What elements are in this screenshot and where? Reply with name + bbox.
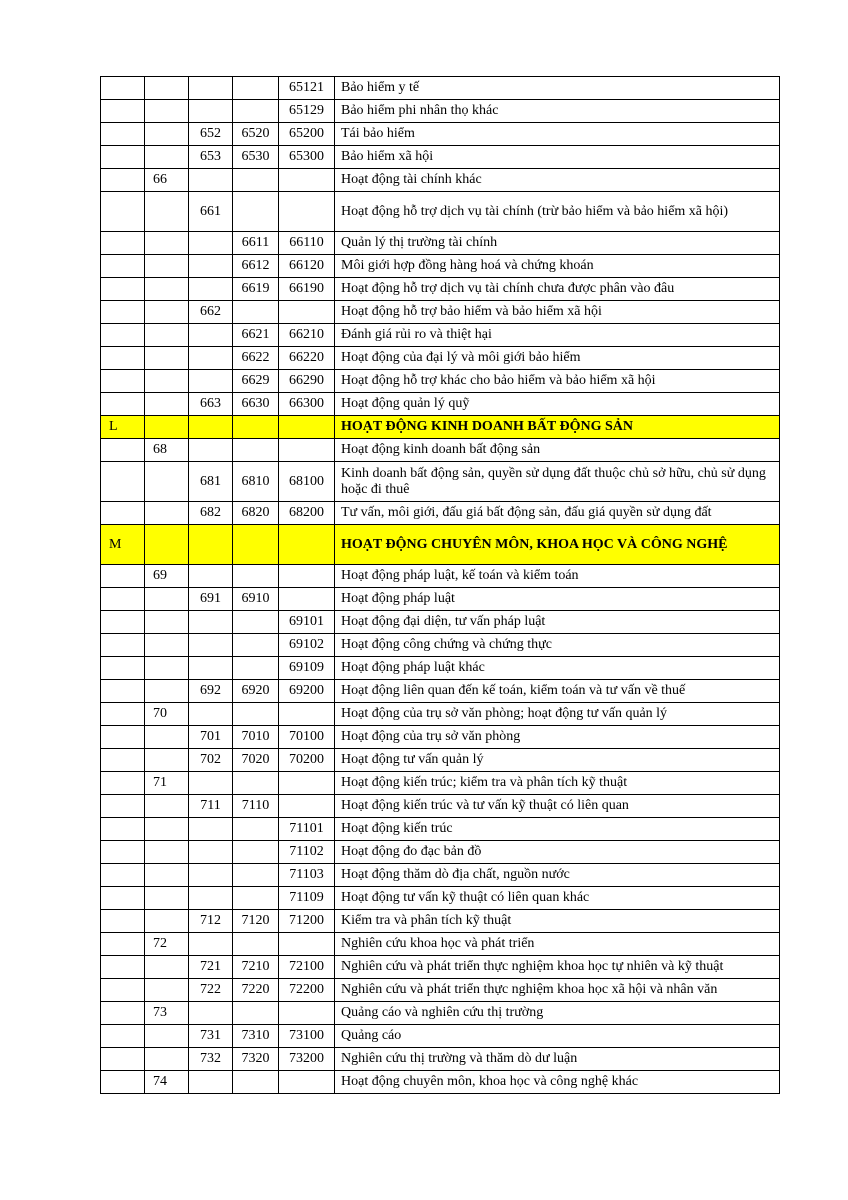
subclass-code-cell: 71102 — [279, 841, 335, 864]
table-row — [101, 1048, 780, 1071]
division-code-cell — [145, 232, 189, 255]
table-row — [101, 749, 780, 772]
table-body — [101, 77, 780, 1094]
section-code-cell — [101, 611, 145, 634]
division-code-cell — [145, 726, 189, 749]
section-code-cell — [101, 565, 145, 588]
class-code-cell — [233, 439, 279, 462]
subclass-code-cell: 66290 — [279, 370, 335, 393]
division-code-cell — [145, 77, 189, 100]
class-code-cell — [233, 634, 279, 657]
subclass-code-cell — [279, 1002, 335, 1025]
activity-name-cell: Môi giới hợp đồng hàng hoá và chứng khoán — [335, 255, 780, 278]
section-code-cell — [101, 818, 145, 841]
class-code-cell: 6520 — [233, 123, 279, 146]
section-code-cell — [101, 887, 145, 910]
class-code-cell — [233, 565, 279, 588]
division-code-cell — [145, 657, 189, 680]
table-row — [101, 439, 780, 462]
class-code-cell: 6629 — [233, 370, 279, 393]
class-code-cell — [233, 841, 279, 864]
group-code-cell — [189, 864, 233, 887]
division-code-cell — [145, 841, 189, 864]
subclass-code-cell: 69101 — [279, 611, 335, 634]
class-code-cell: 6619 — [233, 278, 279, 301]
table-row — [101, 910, 780, 933]
class-code-cell — [233, 1002, 279, 1025]
class-code-cell — [233, 301, 279, 324]
group-code-cell — [189, 887, 233, 910]
class-code-cell: 7010 — [233, 726, 279, 749]
class-code-cell — [233, 100, 279, 123]
division-code-cell — [145, 192, 189, 232]
section-code-cell — [101, 933, 145, 956]
division-code-cell — [145, 370, 189, 393]
subclass-code-cell: 70100 — [279, 726, 335, 749]
group-code-cell: 681 — [189, 462, 233, 502]
class-code-cell: 7110 — [233, 795, 279, 818]
activity-name-cell: Nghiên cứu và phát triển thực nghiệm khoa học xã hội và nhân văn — [335, 979, 780, 1002]
table-row — [101, 1025, 780, 1048]
subclass-code-cell — [279, 439, 335, 462]
group-code-cell — [189, 933, 233, 956]
class-code-cell — [233, 772, 279, 795]
subclass-code-cell — [279, 416, 335, 439]
subclass-code-cell: 71101 — [279, 818, 335, 841]
table-row — [101, 301, 780, 324]
section-code-cell: L — [101, 416, 145, 439]
division-code-cell — [145, 1048, 189, 1071]
section-code-cell — [101, 588, 145, 611]
subclass-code-cell: 65300 — [279, 146, 335, 169]
section-code-cell — [101, 1048, 145, 1071]
group-code-cell: 722 — [189, 979, 233, 1002]
division-code-cell — [145, 588, 189, 611]
division-code-cell: 66 — [145, 169, 189, 192]
division-code-cell: 68 — [145, 439, 189, 462]
section-code-cell — [101, 502, 145, 525]
section-code-cell — [101, 393, 145, 416]
table-row — [101, 703, 780, 726]
group-code-cell — [189, 525, 233, 565]
class-code-cell: 7210 — [233, 956, 279, 979]
section-code-cell — [101, 278, 145, 301]
table-row — [101, 611, 780, 634]
activity-name-cell: Đánh giá rủi ro và thiệt hại — [335, 324, 780, 347]
section-code-cell — [101, 192, 145, 232]
activity-name-cell: Nghiên cứu khoa học và phát triển — [335, 933, 780, 956]
class-code-cell: 6612 — [233, 255, 279, 278]
table-row — [101, 565, 780, 588]
section-code-cell — [101, 232, 145, 255]
table-row — [101, 979, 780, 1002]
table-row — [101, 100, 780, 123]
class-code-cell: 6630 — [233, 393, 279, 416]
division-code-cell — [145, 146, 189, 169]
activity-name-cell: Hoạt động của trụ sở văn phòng — [335, 726, 780, 749]
section-code-cell — [101, 657, 145, 680]
subclass-code-cell — [279, 565, 335, 588]
group-code-cell: 652 — [189, 123, 233, 146]
group-code-cell — [189, 255, 233, 278]
division-code-cell — [145, 278, 189, 301]
class-code-cell: 7220 — [233, 979, 279, 1002]
group-code-cell: 662 — [189, 301, 233, 324]
division-code-cell — [145, 525, 189, 565]
industry-code-table — [100, 76, 780, 1094]
division-code-cell — [145, 611, 189, 634]
subclass-code-cell: 69109 — [279, 657, 335, 680]
section-code-cell — [101, 841, 145, 864]
class-code-cell — [233, 169, 279, 192]
table-row — [101, 657, 780, 680]
section-code-cell — [101, 100, 145, 123]
section-code-cell — [101, 370, 145, 393]
activity-name-cell: Hoạt động tư vấn quản lý — [335, 749, 780, 772]
class-code-cell — [233, 77, 279, 100]
activity-name-cell: Hoạt động hỗ trợ khác cho bảo hiểm và bảo hiểm xã hội — [335, 370, 780, 393]
activity-name-cell: Tư vấn, môi giới, đấu giá bất động sản, đấu giá quyền sử dụng đất — [335, 502, 780, 525]
group-code-cell: 691 — [189, 588, 233, 611]
group-code-cell: 731 — [189, 1025, 233, 1048]
activity-name-cell: Quảng cáo — [335, 1025, 780, 1048]
class-code-cell — [233, 887, 279, 910]
subclass-code-cell: 66190 — [279, 278, 335, 301]
subclass-code-cell: 73100 — [279, 1025, 335, 1048]
class-code-cell — [233, 933, 279, 956]
subclass-code-cell: 66210 — [279, 324, 335, 347]
subclass-code-cell — [279, 933, 335, 956]
subclass-code-cell — [279, 1071, 335, 1094]
section-code-cell — [101, 795, 145, 818]
subclass-code-cell: 71200 — [279, 910, 335, 933]
group-code-cell: 653 — [189, 146, 233, 169]
division-code-cell — [145, 347, 189, 370]
group-code-cell: 711 — [189, 795, 233, 818]
activity-name-cell: Hoạt động hỗ trợ dịch vụ tài chính (trừ bảo hiểm và bảo hiểm xã hội) — [335, 192, 780, 232]
division-code-cell — [145, 1025, 189, 1048]
table-row — [101, 393, 780, 416]
activity-name-cell: Nghiên cứu thị trường và thăm dò dư luận — [335, 1048, 780, 1071]
group-code-cell — [189, 657, 233, 680]
subclass-code-cell: 72200 — [279, 979, 335, 1002]
activity-name-cell: Hoạt động tài chính khác — [335, 169, 780, 192]
section-header-row — [101, 416, 780, 439]
class-code-cell — [233, 864, 279, 887]
class-code-cell: 6611 — [233, 232, 279, 255]
class-code-cell — [233, 1071, 279, 1094]
activity-name-cell: Bảo hiểm y tế — [335, 77, 780, 100]
subclass-code-cell — [279, 301, 335, 324]
activity-name-cell: Hoạt động của đại lý và môi giới bảo hiểm — [335, 347, 780, 370]
section-code-cell — [101, 726, 145, 749]
subclass-code-cell: 68200 — [279, 502, 335, 525]
class-code-cell — [233, 416, 279, 439]
division-code-cell — [145, 324, 189, 347]
group-code-cell — [189, 370, 233, 393]
subclass-code-cell — [279, 772, 335, 795]
table-row — [101, 841, 780, 864]
class-code-cell: 7020 — [233, 749, 279, 772]
group-code-cell — [189, 703, 233, 726]
activity-name-cell: Quảng cáo và nghiên cứu thị trường — [335, 1002, 780, 1025]
group-code-cell — [189, 232, 233, 255]
class-code-cell: 6910 — [233, 588, 279, 611]
activity-name-cell: Hoạt động quản lý quỹ — [335, 393, 780, 416]
division-code-cell — [145, 123, 189, 146]
group-code-cell — [189, 416, 233, 439]
class-code-cell: 7120 — [233, 910, 279, 933]
class-code-cell — [233, 611, 279, 634]
subclass-code-cell: 73200 — [279, 1048, 335, 1071]
section-code-cell — [101, 301, 145, 324]
subclass-code-cell: 68100 — [279, 462, 335, 502]
table-row — [101, 324, 780, 347]
activity-name-cell: HOẠT ĐỘNG CHUYÊN MÔN, KHOA HỌC VÀ CÔNG NGHỆ — [335, 525, 780, 565]
division-code-cell — [145, 634, 189, 657]
activity-name-cell: Hoạt động kiến trúc và tư vấn kỹ thuật có liên quan — [335, 795, 780, 818]
group-code-cell: 701 — [189, 726, 233, 749]
table-row — [101, 772, 780, 795]
group-code-cell — [189, 278, 233, 301]
group-code-cell: 661 — [189, 192, 233, 232]
subclass-code-cell: 69102 — [279, 634, 335, 657]
subclass-code-cell: 66110 — [279, 232, 335, 255]
activity-name-cell: HOẠT ĐỘNG KINH DOANH BẤT ĐỘNG SẢN — [335, 416, 780, 439]
division-code-cell: 72 — [145, 933, 189, 956]
subclass-code-cell: 66300 — [279, 393, 335, 416]
group-code-cell — [189, 772, 233, 795]
table-row — [101, 634, 780, 657]
subclass-code-cell: 65129 — [279, 100, 335, 123]
activity-name-cell: Tái bảo hiểm — [335, 123, 780, 146]
division-code-cell — [145, 462, 189, 502]
activity-name-cell: Quản lý thị trường tài chính — [335, 232, 780, 255]
division-code-cell — [145, 818, 189, 841]
subclass-code-cell — [279, 192, 335, 232]
table-row — [101, 370, 780, 393]
table-row — [101, 795, 780, 818]
group-code-cell: 702 — [189, 749, 233, 772]
activity-name-cell: Hoạt động liên quan đến kế toán, kiểm toán và tư vấn về thuế — [335, 680, 780, 703]
table-row — [101, 588, 780, 611]
table-row — [101, 726, 780, 749]
subclass-code-cell: 71103 — [279, 864, 335, 887]
class-code-cell: 7320 — [233, 1048, 279, 1071]
table-row — [101, 1002, 780, 1025]
activity-name-cell: Nghiên cứu và phát triển thực nghiệm khoa học tự nhiên và kỹ thuật — [335, 956, 780, 979]
group-code-cell — [189, 1002, 233, 1025]
table-row — [101, 255, 780, 278]
section-code-cell — [101, 77, 145, 100]
group-code-cell: 712 — [189, 910, 233, 933]
subclass-code-cell: 69200 — [279, 680, 335, 703]
group-code-cell — [189, 634, 233, 657]
subclass-code-cell: 66120 — [279, 255, 335, 278]
division-code-cell — [145, 393, 189, 416]
table-row — [101, 192, 780, 232]
subclass-code-cell — [279, 703, 335, 726]
table-row — [101, 278, 780, 301]
group-code-cell — [189, 100, 233, 123]
section-code-cell — [101, 1002, 145, 1025]
section-code-cell — [101, 462, 145, 502]
division-code-cell — [145, 910, 189, 933]
class-code-cell: 6820 — [233, 502, 279, 525]
section-code-cell — [101, 864, 145, 887]
group-code-cell — [189, 818, 233, 841]
section-code-cell — [101, 910, 145, 933]
subclass-code-cell: 71109 — [279, 887, 335, 910]
section-code-cell — [101, 1025, 145, 1048]
section-code-cell — [101, 749, 145, 772]
activity-name-cell: Hoạt động tư vấn kỹ thuật có liên quan khác — [335, 887, 780, 910]
activity-name-cell: Hoạt động công chứng và chứng thực — [335, 634, 780, 657]
subclass-code-cell: 70200 — [279, 749, 335, 772]
class-code-cell: 6810 — [233, 462, 279, 502]
division-code-cell — [145, 255, 189, 278]
subclass-code-cell — [279, 525, 335, 565]
activity-name-cell: Hoạt động kiến trúc; kiểm tra và phân tích kỹ thuật — [335, 772, 780, 795]
division-code-cell — [145, 100, 189, 123]
class-code-cell — [233, 657, 279, 680]
division-code-cell — [145, 680, 189, 703]
section-code-cell — [101, 169, 145, 192]
subclass-code-cell: 65121 — [279, 77, 335, 100]
division-code-cell: 73 — [145, 1002, 189, 1025]
subclass-code-cell — [279, 169, 335, 192]
activity-name-cell: Bảo hiểm phi nhân thọ khác — [335, 100, 780, 123]
group-code-cell — [189, 324, 233, 347]
section-code-cell — [101, 123, 145, 146]
section-code-cell — [101, 680, 145, 703]
class-code-cell: 6622 — [233, 347, 279, 370]
activity-name-cell: Hoạt động hỗ trợ dịch vụ tài chính chưa được phân vào đâu — [335, 278, 780, 301]
division-code-cell — [145, 301, 189, 324]
activity-name-cell: Bảo hiểm xã hội — [335, 146, 780, 169]
section-code-cell — [101, 1071, 145, 1094]
group-code-cell — [189, 611, 233, 634]
division-code-cell — [145, 502, 189, 525]
section-code-cell: M — [101, 525, 145, 565]
activity-name-cell: Hoạt động kinh doanh bất động sản — [335, 439, 780, 462]
division-code-cell — [145, 979, 189, 1002]
group-code-cell — [189, 77, 233, 100]
section-code-cell — [101, 324, 145, 347]
table-row — [101, 232, 780, 255]
class-code-cell — [233, 818, 279, 841]
section-code-cell — [101, 439, 145, 462]
table-row — [101, 462, 780, 502]
group-code-cell — [189, 1071, 233, 1094]
section-code-cell — [101, 634, 145, 657]
group-code-cell — [189, 169, 233, 192]
activity-name-cell: Hoạt động pháp luật, kế toán và kiểm toán — [335, 565, 780, 588]
activity-name-cell: Hoạt động đo đạc bản đồ — [335, 841, 780, 864]
table-row — [101, 1071, 780, 1094]
class-code-cell — [233, 525, 279, 565]
table-row — [101, 123, 780, 146]
table-row — [101, 347, 780, 370]
division-code-cell — [145, 416, 189, 439]
activity-name-cell: Hoạt động pháp luật — [335, 588, 780, 611]
division-code-cell — [145, 887, 189, 910]
section-code-cell — [101, 146, 145, 169]
table-row — [101, 864, 780, 887]
subclass-code-cell: 65200 — [279, 123, 335, 146]
class-code-cell: 6621 — [233, 324, 279, 347]
division-code-cell — [145, 795, 189, 818]
section-code-cell — [101, 347, 145, 370]
group-code-cell — [189, 565, 233, 588]
division-code-cell: 70 — [145, 703, 189, 726]
activity-name-cell: Hoạt động thăm dò địa chất, nguồn nước — [335, 864, 780, 887]
group-code-cell — [189, 347, 233, 370]
group-code-cell: 663 — [189, 393, 233, 416]
table-row — [101, 818, 780, 841]
group-code-cell — [189, 439, 233, 462]
activity-name-cell: Hoạt động kiến trúc — [335, 818, 780, 841]
table-row — [101, 146, 780, 169]
subclass-code-cell: 72100 — [279, 956, 335, 979]
class-code-cell: 7310 — [233, 1025, 279, 1048]
activity-name-cell: Kiểm tra và phân tích kỹ thuật — [335, 910, 780, 933]
class-code-cell: 6530 — [233, 146, 279, 169]
division-code-cell — [145, 864, 189, 887]
class-code-cell — [233, 192, 279, 232]
table-row — [101, 956, 780, 979]
subclass-code-cell: 66220 — [279, 347, 335, 370]
group-code-cell: 692 — [189, 680, 233, 703]
table-row — [101, 77, 780, 100]
group-code-cell: 682 — [189, 502, 233, 525]
subclass-code-cell — [279, 795, 335, 818]
class-code-cell: 6920 — [233, 680, 279, 703]
section-code-cell — [101, 255, 145, 278]
division-code-cell: 69 — [145, 565, 189, 588]
table-row — [101, 502, 780, 525]
table-row — [101, 680, 780, 703]
table-row — [101, 169, 780, 192]
group-code-cell: 732 — [189, 1048, 233, 1071]
group-code-cell — [189, 841, 233, 864]
division-code-cell — [145, 749, 189, 772]
section-code-cell — [101, 956, 145, 979]
activity-name-cell: Hoạt động đại diện, tư vấn pháp luật — [335, 611, 780, 634]
activity-name-cell: Kinh doanh bất động sản, quyền sử dụng đất thuộc chủ sở hữu, chủ sử dụng hoặc đi thuê — [335, 462, 780, 502]
activity-name-cell: Hoạt động hỗ trợ bảo hiểm và bảo hiểm xã hội — [335, 301, 780, 324]
section-code-cell — [101, 703, 145, 726]
section-header-row — [101, 525, 780, 565]
section-code-cell — [101, 772, 145, 795]
class-code-cell — [233, 703, 279, 726]
division-code-cell: 74 — [145, 1071, 189, 1094]
section-code-cell — [101, 979, 145, 1002]
table-row — [101, 887, 780, 910]
subclass-code-cell — [279, 588, 335, 611]
activity-name-cell: Hoạt động của trụ sở văn phòng; hoạt động tư vấn quản lý — [335, 703, 780, 726]
activity-name-cell: Hoạt động pháp luật khác — [335, 657, 780, 680]
activity-name-cell: Hoạt động chuyên môn, khoa học và công nghệ khác — [335, 1071, 780, 1094]
table-row — [101, 933, 780, 956]
group-code-cell: 721 — [189, 956, 233, 979]
division-code-cell: 71 — [145, 772, 189, 795]
division-code-cell — [145, 956, 189, 979]
